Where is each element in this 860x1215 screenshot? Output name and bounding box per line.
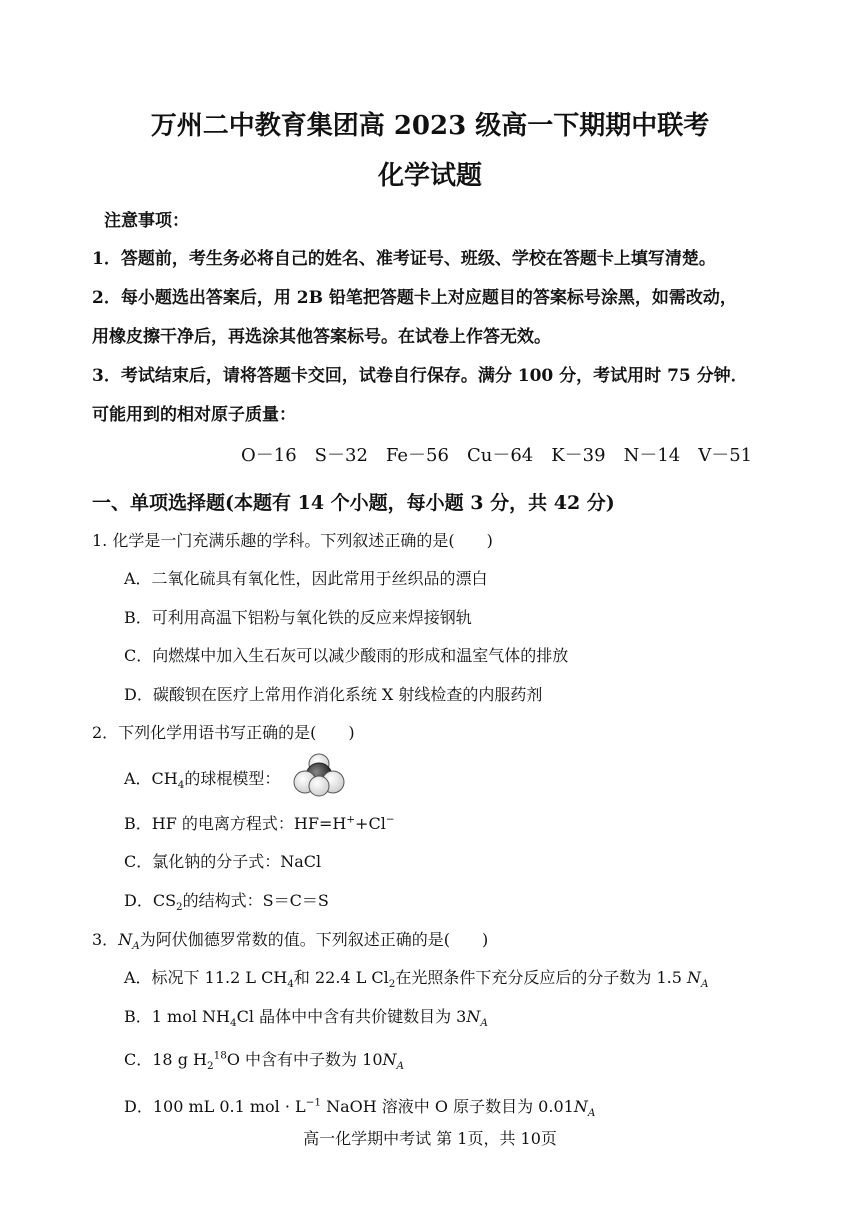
notice-item-3: 3．考试结束后，请将答题卡交回，试卷自行保存。满分 100 分，考试用时 75 分钟． [92, 366, 748, 386]
question-1-option-b: B．可利用高温下铝粉与氧化铁的反应来焊接钢轨 [124, 608, 472, 627]
question-1-option-d: D．碳酸钡在医疗上常用作消化系统 X 射线检查的内服药剂 [124, 685, 543, 704]
atomic-mass-heading: 可能用到的相对原子质量： [92, 405, 296, 425]
question-2-stem: 2．下列化学用语书写正确的是( ) [92, 723, 355, 742]
question-2-option-a: A．$CH_4$的球棍模型： [124, 769, 281, 792]
page-title: 万州二中教育集团高 2023 级高一下期期中联考 [150, 111, 710, 141]
question-3-option-b: B．1 mol $NH_4Cl$ 晶体中中含有共价键数目为 $3N_A$ [124, 1007, 488, 1030]
question-3-option-a: A．标况下 11.2 L $CH_4$和 22.4 L $Cl_2$在光照条件下充分反应后的分子数为 1.5 $N_A$ [124, 968, 709, 991]
page-subtitle: 化学试题 [377, 161, 482, 191]
notice-item-1: 1．答题前，考生务必将自己的姓名、准考证号、班级、学校在答题卡上填写清楚。 [92, 249, 716, 269]
question-2-option-d: D．$CS_2$的结构式：S＝C＝S [124, 891, 329, 914]
question-3-option-c: C．18 g $H_2^{18}O$ 中含有中子数为 $10N_A$ [124, 1049, 405, 1073]
atomic-mass-list: O－16 S－32 Fe－56 Cu－64 K－39 N－14 V－51 [241, 445, 753, 466]
question-2-option-c: C．氯化钠的分子式：NaCl [124, 852, 322, 871]
section-heading: 一、单项选择题(本题有 14 个小题，每小题 3 分，共 42 分) [92, 492, 615, 514]
notice-item-2-cont: 用橡皮擦干净后，再选涂其他答案标号。在试卷上作答无效。 [92, 327, 551, 347]
question-1-option-a: A．二氧化硫具有氧化性，因此常用于丝织品的漂白 [124, 569, 488, 588]
question-3-option-d: D．100 mL 0.1 mol · $L^{-1}$ NaOH 溶液中 O 原子数目为 $0.01N_A$ [124, 1096, 596, 1120]
question-1-option-c: C．向燃煤中加入生石灰可以减少酸雨的形成和温室气体的排放 [124, 646, 569, 665]
notice-heading: 注意事项： [104, 211, 189, 231]
question-3-stem: 3．$N_A$为阿伏伽德罗常数的值。下列叙述正确的是( ) [92, 930, 489, 953]
question-1-stem: 1. 化学是一门充满乐趣的学科。下列叙述正确的是( ) [92, 531, 493, 550]
question-2-option-b: B．HF 的电离方程式：HF=H++Cl− [124, 813, 395, 833]
notice-item-2: 2．每小题选出答案后，用 2B 铅笔把答题卡上对应题目的答案标号涂黑，如需改动， [92, 288, 737, 308]
page-footer: 高一化学期中考试 第 1页，共 10页 [303, 1129, 557, 1148]
ch4-ball-stick-model-icon [293, 752, 345, 798]
